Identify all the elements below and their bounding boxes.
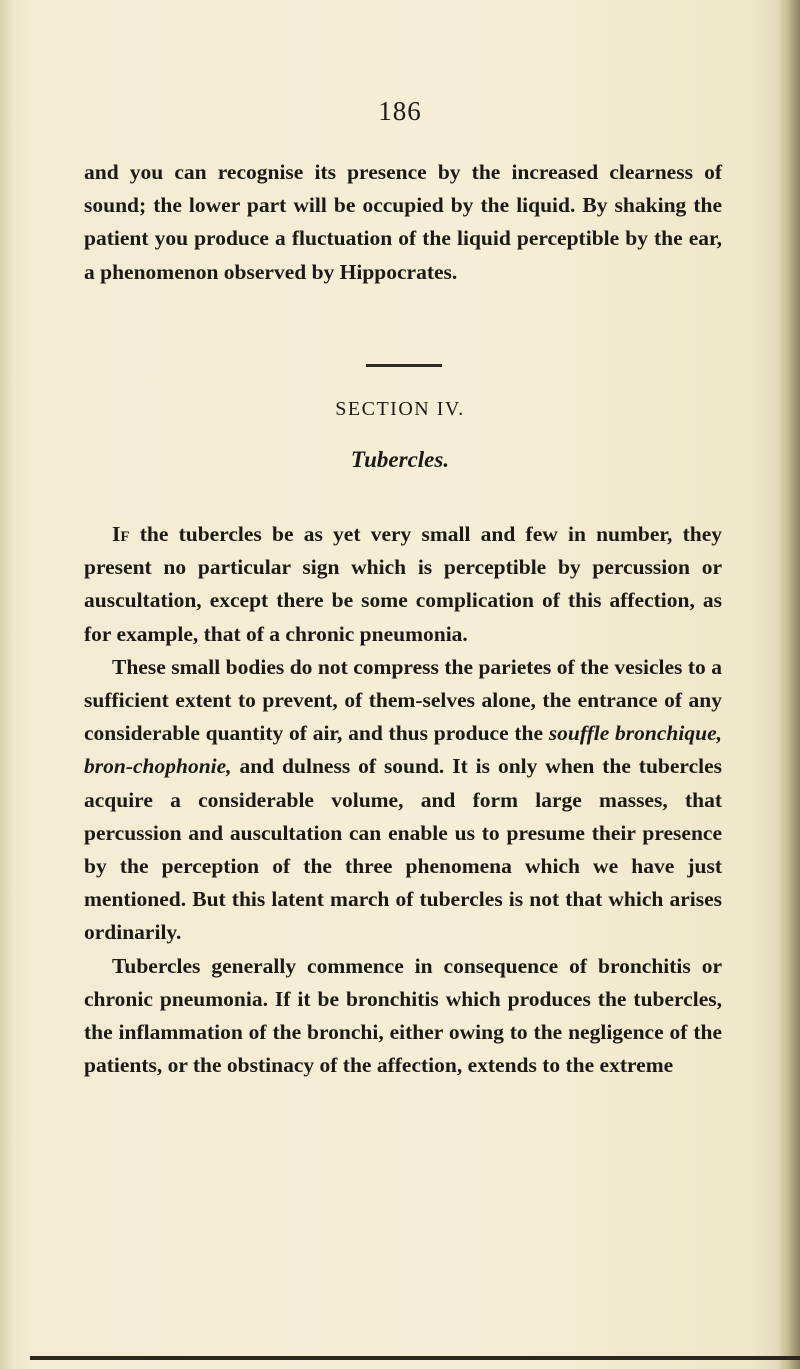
page-right-shadow [778, 0, 800, 1369]
section-body [84, 518, 722, 1082]
paragraph-continued [84, 156, 722, 289]
section-divider [366, 364, 442, 367]
paragraph-small-bodies [84, 651, 722, 950]
page-number: 186 [378, 96, 422, 126]
italic-terms: souffle bronchique, bron-chophonie, [84, 721, 722, 779]
page-left-shadow [0, 0, 14, 1369]
paragraph-initial: If [112, 522, 130, 546]
page-bottom-edge [30, 1356, 800, 1360]
paragraph-text: and you can recognise its presence by the increased clearness of sound; the lower part will be occupied by the liquid. By shaking the patient you produce a fluctuation of the liquid perceptible by the ear, a phenomenon observed by Hippocrates. [84, 160, 722, 284]
section-heading: SECTION IV. [335, 398, 465, 420]
paragraph-tubercles-intro [84, 518, 722, 651]
paragraph-generally-commence: Tubercles generally commence in consequence of bronchitis or chronic pneumonia. If it be bronchitis which produces the tubercles, the inflammation of the bronchi, either owing to the negligence of the patients, or the obstinacy of the affection, extends to the extreme [84, 953, 722, 1078]
section-title: Tubercles. [350, 447, 450, 472]
paragraph-text: and dulness of sound. It is only when the tubercles acquire a considerable volume, and form large masses, that percussion and auscultation can enable us to presume their presence by the perception of the three phenomena which we have just mentioned. But this latent march of tubercles is not that which arises ordinarily. [84, 754, 722, 945]
paragraph-text: the tubercles be as yet very small and few in number, they present no particular sign which is perceptible by percussion or auscultation, except there be some complication of this affection, as for example, that of a chronic pneumonia. [84, 522, 722, 646]
paragraph-text: These small bodies do not compress the parietes of the vesicles to a sufficient extent to prevent, of them-selves alone, the entrance of any considerable quantity of air, and thus produce the [84, 654, 722, 746]
